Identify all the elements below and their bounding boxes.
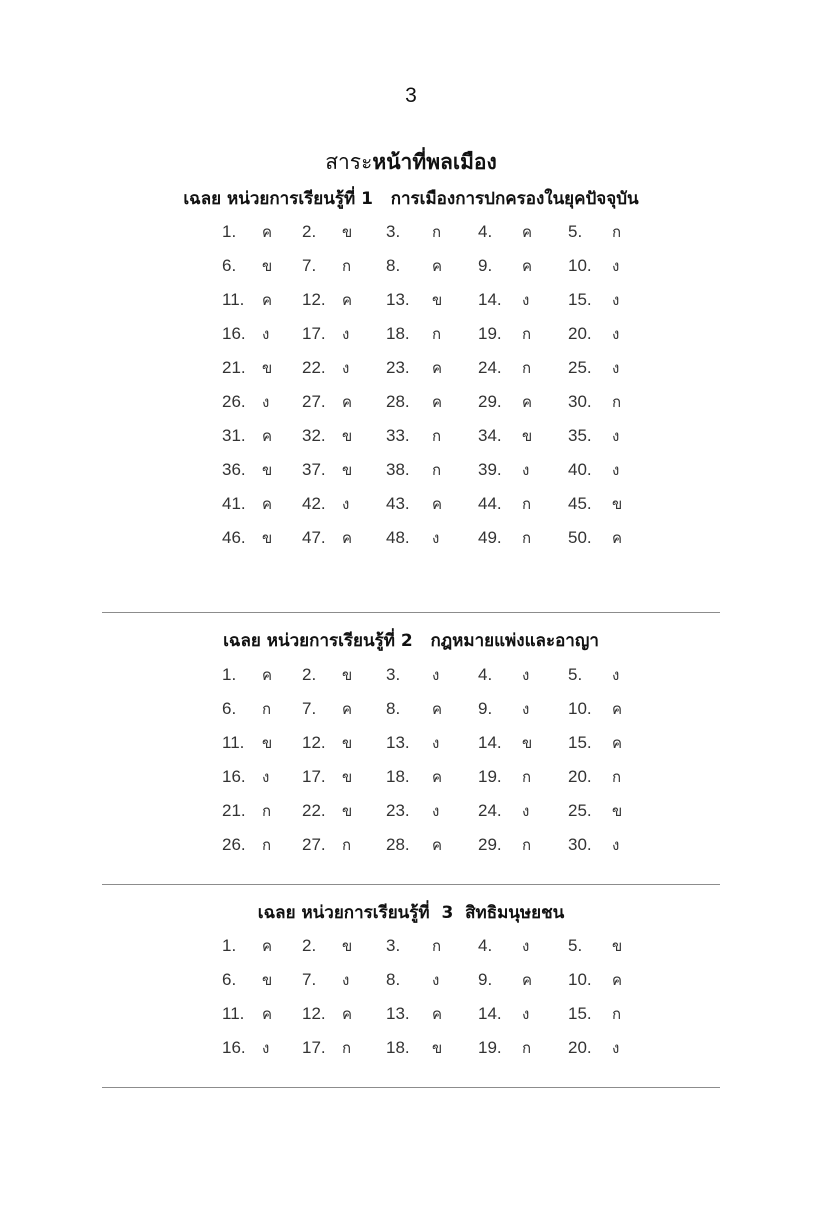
question-number: 14. <box>478 1004 502 1023</box>
answer-choice: ง <box>342 359 350 377</box>
answer-row <box>0 391 822 425</box>
question-number: 13. <box>386 1004 410 1023</box>
answer-choice: ค <box>262 1005 273 1023</box>
question-number: 4. <box>478 936 493 955</box>
question-number: 18. <box>386 767 410 786</box>
answer-choice: ง <box>262 1039 270 1057</box>
answer-choice: ก <box>432 937 442 955</box>
answer-choice: ค <box>262 223 273 241</box>
question-number: 2. <box>302 665 317 684</box>
answer-choice: ข <box>262 257 273 275</box>
answer-choice: ง <box>612 461 620 479</box>
question-number: 25. <box>568 801 592 820</box>
question-number: 48. <box>386 528 410 547</box>
question-number: 5. <box>568 936 583 955</box>
question-number: 49. <box>478 528 502 547</box>
answer-row <box>0 425 822 459</box>
answer-choice: ค <box>432 700 443 718</box>
question-number: 23. <box>386 801 410 820</box>
question-number: 3. <box>386 222 401 241</box>
question-number: 15. <box>568 733 592 752</box>
answer-choice: ข <box>342 427 353 445</box>
question-number: 21. <box>222 358 246 377</box>
answer-choice: ข <box>262 971 273 989</box>
question-number: 46. <box>222 528 246 547</box>
answer-choice: ก <box>522 768 532 786</box>
question-number: 19. <box>478 767 502 786</box>
answer-choice: ข <box>612 937 623 955</box>
answer-choice: ข <box>522 734 533 752</box>
answer-choice: ค <box>432 359 443 377</box>
question-number: 8. <box>386 970 401 989</box>
answer-choice: ก <box>262 836 272 854</box>
answer-choice: ง <box>342 971 350 989</box>
answer-choice: ง <box>522 461 530 479</box>
question-number: 17. <box>302 1038 326 1057</box>
answer-choice: ง <box>522 700 530 718</box>
question-number: 17. <box>302 767 326 786</box>
answer-choice: ค <box>522 257 533 275</box>
question-number: 3. <box>386 936 401 955</box>
answer-row <box>0 969 822 1003</box>
answer-choice: ค <box>262 495 273 513</box>
answer-choice: ง <box>522 1005 530 1023</box>
answer-choice: ก <box>522 1039 532 1057</box>
question-number: 47. <box>302 528 326 547</box>
question-number: 30. <box>568 392 592 411</box>
question-number: 20. <box>568 1038 592 1057</box>
answer-choice: ก <box>432 461 442 479</box>
question-number: 45. <box>568 494 592 513</box>
answer-choice: ค <box>612 700 623 718</box>
answer-choice: ง <box>262 393 270 411</box>
question-number: 8. <box>386 256 401 275</box>
answer-choice: ง <box>432 734 440 752</box>
answer-choice: ค <box>432 393 443 411</box>
question-number: 4. <box>478 665 493 684</box>
answer-choice: ข <box>342 937 353 955</box>
question-number: 22. <box>302 801 326 820</box>
question-number: 31. <box>222 426 246 445</box>
answer-choice: ก <box>612 1005 622 1023</box>
question-number: 25. <box>568 358 592 377</box>
question-number: 19. <box>478 324 502 343</box>
answer-choice: ก <box>432 427 442 445</box>
question-number: 16. <box>222 1038 246 1057</box>
question-number: 3. <box>386 665 401 684</box>
question-number: 29. <box>478 392 502 411</box>
answer-choice: ง <box>522 291 530 309</box>
question-number: 5. <box>568 222 583 241</box>
answer-choice: ง <box>432 529 440 547</box>
question-number: 12. <box>302 733 326 752</box>
answer-row <box>0 357 822 391</box>
divider <box>102 884 720 885</box>
answer-choice: ข <box>612 495 623 513</box>
question-number: 27. <box>302 392 326 411</box>
answer-choice: ค <box>342 393 353 411</box>
answer-row <box>0 1037 822 1071</box>
question-number: 27. <box>302 835 326 854</box>
answer-choice: ข <box>522 427 533 445</box>
answer-choice: ง <box>342 495 350 513</box>
question-number: 37. <box>302 460 326 479</box>
question-number: 34. <box>478 426 502 445</box>
answer-choice: ง <box>612 666 620 684</box>
answer-choice: ข <box>342 768 353 786</box>
question-number: 30. <box>568 835 592 854</box>
answer-row <box>0 1003 822 1037</box>
answer-row <box>0 732 822 766</box>
question-number: 20. <box>568 767 592 786</box>
answer-row <box>0 935 822 969</box>
answer-choice: ค <box>432 1005 443 1023</box>
answer-choice: ก <box>342 257 352 275</box>
answer-choice: ข <box>262 359 273 377</box>
answer-choice: ก <box>522 836 532 854</box>
answer-choice: ค <box>342 1005 353 1023</box>
answer-choice: ง <box>432 666 440 684</box>
question-number: 10. <box>568 256 592 275</box>
question-number: 21. <box>222 801 246 820</box>
unit-2-heading: เฉลย หน่วยการเรียนรู้ที่ 2 กฎหมายแพ่งและอาญา <box>223 631 599 651</box>
question-number: 11. <box>222 1004 245 1023</box>
divider <box>102 612 720 613</box>
answer-choice: ง <box>612 427 620 445</box>
question-number: 39. <box>478 460 502 479</box>
answer-choice: ค <box>262 937 273 955</box>
question-number: 22. <box>302 358 326 377</box>
question-number: 33. <box>386 426 410 445</box>
question-number: 9. <box>478 970 493 989</box>
question-number: 23. <box>386 358 410 377</box>
answer-choice: ก <box>432 325 442 343</box>
answer-row <box>0 493 822 527</box>
question-number: 26. <box>222 835 246 854</box>
answer-choice: ค <box>432 836 443 854</box>
question-number: 6. <box>222 970 237 989</box>
question-number: 36. <box>222 460 246 479</box>
answer-choice: ก <box>522 495 532 513</box>
page-number: 3 <box>405 84 417 107</box>
answer-choice: ค <box>342 529 353 547</box>
answer-row <box>0 698 822 732</box>
answer-choice: ค <box>342 291 353 309</box>
question-number: 2. <box>302 222 317 241</box>
answer-choice: ก <box>612 223 622 241</box>
question-number: 7. <box>302 256 317 275</box>
answer-choice: ก <box>522 529 532 547</box>
question-number: 12. <box>302 1004 326 1023</box>
answer-choice: ค <box>432 768 443 786</box>
answer-row <box>0 766 822 800</box>
question-number: 14. <box>478 733 502 752</box>
question-number: 13. <box>386 733 410 752</box>
question-number: 1. <box>222 936 237 955</box>
answer-choice: ข <box>342 802 353 820</box>
question-number: 11. <box>222 290 245 309</box>
question-number: 18. <box>386 324 410 343</box>
question-number: 24. <box>478 358 502 377</box>
answer-choice: ค <box>432 257 443 275</box>
answer-choice: ก <box>262 700 272 718</box>
question-number: 9. <box>478 256 493 275</box>
answer-choice: ก <box>522 359 532 377</box>
answer-choice: ข <box>342 223 353 241</box>
question-number: 50. <box>568 528 592 547</box>
answer-choice: ข <box>262 734 273 752</box>
question-number: 10. <box>568 699 592 718</box>
answer-choice: ก <box>342 836 352 854</box>
question-number: 17. <box>302 324 326 343</box>
answer-choice: ข <box>432 1039 443 1057</box>
subject-title <box>0 146 822 179</box>
answer-choice: ง <box>612 1039 620 1057</box>
answer-choice: ง <box>522 802 530 820</box>
question-number: 26. <box>222 392 246 411</box>
answer-choice: ง <box>612 325 620 343</box>
answer-choice: ข <box>342 734 353 752</box>
answer-choice: ก <box>342 1039 352 1057</box>
question-number: 29. <box>478 835 502 854</box>
answer-choice: ก <box>262 802 272 820</box>
question-number: 11. <box>222 733 245 752</box>
answer-row <box>0 459 822 493</box>
divider <box>102 1087 720 1088</box>
answer-row <box>0 221 822 255</box>
answer-row <box>0 527 822 561</box>
answer-choice: ข <box>432 291 443 309</box>
question-number: 7. <box>302 970 317 989</box>
answer-choice: ง <box>432 802 440 820</box>
question-number: 42. <box>302 494 326 513</box>
answer-choice: ค <box>612 971 623 989</box>
subject-prefix: สาระ <box>325 150 373 174</box>
question-number: 24. <box>478 801 502 820</box>
question-number: 16. <box>222 767 246 786</box>
question-number: 19. <box>478 1038 502 1057</box>
answer-choice: ค <box>522 393 533 411</box>
question-number: 8. <box>386 699 401 718</box>
question-number: 6. <box>222 256 237 275</box>
subject-name: หน้าที่พลเมือง <box>372 150 497 174</box>
answer-choice: ง <box>612 359 620 377</box>
answer-row <box>0 664 822 698</box>
answer-row <box>0 800 822 834</box>
answer-choice: ข <box>262 461 273 479</box>
answer-choice: ง <box>522 666 530 684</box>
unit-3-heading: เฉลย หน่วยการเรียนรู้ที่ 3 สิทธิมนุษยชน <box>257 903 565 923</box>
question-number: 14. <box>478 290 502 309</box>
question-number: 43. <box>386 494 410 513</box>
question-number: 12. <box>302 290 326 309</box>
answer-choice: ค <box>262 291 273 309</box>
answer-choice: ง <box>262 325 270 343</box>
answer-choice: ค <box>262 427 273 445</box>
question-number: 18. <box>386 1038 410 1057</box>
question-number: 10. <box>568 970 592 989</box>
answer-choice: ก <box>522 325 532 343</box>
answer-choice: ง <box>612 257 620 275</box>
question-number: 5. <box>568 665 583 684</box>
question-number: 41. <box>222 494 246 513</box>
answer-choice: ข <box>262 529 273 547</box>
answer-choice: ค <box>522 223 533 241</box>
answer-row <box>0 289 822 323</box>
question-number: 2. <box>302 936 317 955</box>
question-number: 44. <box>478 494 502 513</box>
question-number: 35. <box>568 426 592 445</box>
question-number: 1. <box>222 222 237 241</box>
answer-choice: ง <box>432 971 440 989</box>
question-number: 40. <box>568 460 592 479</box>
question-number: 20. <box>568 324 592 343</box>
question-number: 4. <box>478 222 493 241</box>
question-number: 15. <box>568 1004 592 1023</box>
answer-choice: ค <box>522 971 533 989</box>
answer-choice: ค <box>342 700 353 718</box>
answer-row <box>0 323 822 357</box>
answer-choice: ข <box>612 802 623 820</box>
question-number: 6. <box>222 699 237 718</box>
answer-choice: ง <box>342 325 350 343</box>
question-number: 7. <box>302 699 317 718</box>
answer-choice: ค <box>432 495 443 513</box>
answer-choice: ง <box>262 768 270 786</box>
question-number: 16. <box>222 324 246 343</box>
answer-choice: ง <box>522 937 530 955</box>
answer-row <box>0 834 822 868</box>
question-number: 13. <box>386 290 410 309</box>
answer-choice: ก <box>612 768 622 786</box>
answer-choice: ง <box>612 291 620 309</box>
question-number: 28. <box>386 392 410 411</box>
answer-choice: ค <box>262 666 273 684</box>
answer-choice: ก <box>432 223 442 241</box>
answer-choice: ค <box>612 529 623 547</box>
question-number: 9. <box>478 699 493 718</box>
answer-choice: ข <box>342 666 353 684</box>
question-number: 1. <box>222 665 237 684</box>
answer-choice: ค <box>612 734 623 752</box>
question-number: 28. <box>386 835 410 854</box>
question-number: 38. <box>386 460 410 479</box>
answer-choice: ข <box>342 461 353 479</box>
answer-row <box>0 255 822 289</box>
question-number: 32. <box>302 426 326 445</box>
answer-choice: ก <box>612 393 622 411</box>
answer-choice: ง <box>612 836 620 854</box>
unit-1-heading: เฉลย หน่วยการเรียนรู้ที่ 1 การเมืองการปกครองในยุคปัจจุบัน <box>183 189 639 209</box>
question-number: 15. <box>568 290 592 309</box>
